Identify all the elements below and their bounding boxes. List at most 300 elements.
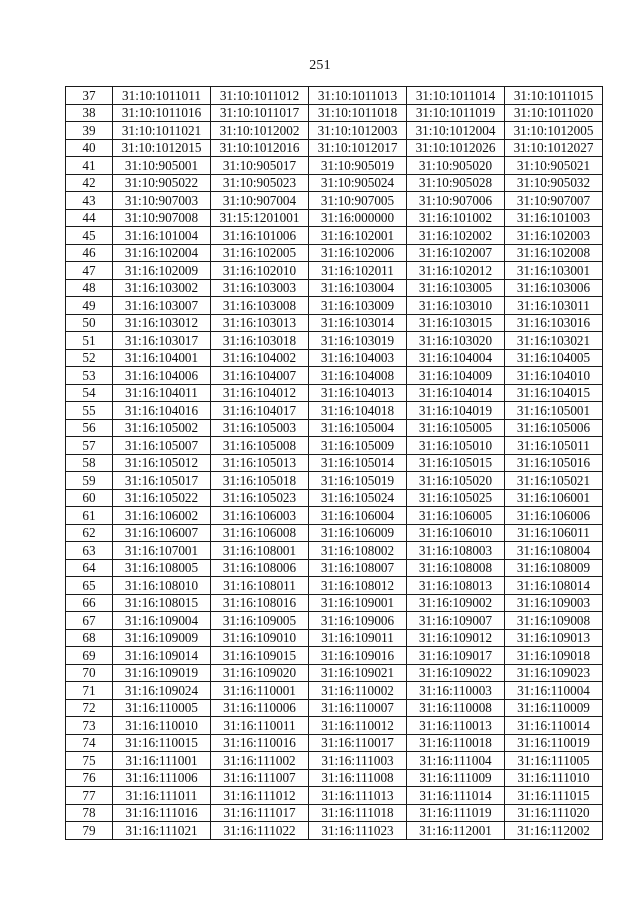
row-number-cell: 78 — [66, 804, 113, 822]
cadastral-code-cell: 31:16:111003 — [309, 752, 407, 770]
cadastral-code-cell: 31:16:104005 — [505, 349, 603, 367]
table-row — [66, 122, 603, 140]
cadastral-code-cell: 31:16:110013 — [407, 717, 505, 735]
row-number-cell: 43 — [66, 192, 113, 210]
cadastral-code-cell: 31:10:1012005 — [505, 122, 603, 140]
table-row — [66, 612, 603, 630]
row-number-cell: 39 — [66, 122, 113, 140]
cadastral-code-cell: 31:16:108009 — [505, 559, 603, 577]
cadastral-code-cell: 31:16:104008 — [309, 367, 407, 385]
cadastral-code-cell: 31:16:106006 — [505, 507, 603, 525]
cadastral-code-cell: 31:10:1011013 — [309, 87, 407, 105]
cadastral-code-cell: 31:16:102011 — [309, 262, 407, 280]
cadastral-code-cell: 31:16:106010 — [407, 524, 505, 542]
cadastral-code-cell: 31:16:105022 — [113, 489, 211, 507]
cadastral-code-cell: 31:16:109004 — [113, 612, 211, 630]
cadastral-code-cell: 31:16:105016 — [505, 454, 603, 472]
row-number-cell: 60 — [66, 489, 113, 507]
cadastral-code-cell: 31:16:102004 — [113, 244, 211, 262]
cadastral-code-cell: 31:10:1011021 — [113, 122, 211, 140]
cadastral-code-cell: 31:16:110010 — [113, 717, 211, 735]
cadastral-code-cell: 31:10:1012026 — [407, 139, 505, 157]
cadastral-code-cell: 31:10:1011017 — [211, 104, 309, 122]
row-number-cell: 53 — [66, 367, 113, 385]
cadastral-code-cell: 31:16:103004 — [309, 279, 407, 297]
row-number-cell: 38 — [66, 104, 113, 122]
row-number-cell: 72 — [66, 699, 113, 717]
cadastral-code-cell: 31:16:103008 — [211, 297, 309, 315]
cadastral-code-cell: 31:16:102009 — [113, 262, 211, 280]
cadastral-code-cell: 31:16:102010 — [211, 262, 309, 280]
cadastral-code-cell: 31:16:110003 — [407, 682, 505, 700]
table-row — [66, 174, 603, 192]
cadastral-code-cell: 31:16:104018 — [309, 402, 407, 420]
cadastral-code-cell: 31:16:108008 — [407, 559, 505, 577]
cadastral-code-cell: 31:16:105017 — [113, 472, 211, 490]
cadastral-code-cell: 31:16:109018 — [505, 647, 603, 665]
cadastral-code-cell: 31:16:110001 — [211, 682, 309, 700]
cadastral-code-cell: 31:16:103020 — [407, 332, 505, 350]
cadastral-code-cell: 31:16:111023 — [309, 822, 407, 840]
cadastral-code-cell: 31:10:905001 — [113, 157, 211, 175]
cadastral-code-cell: 31:16:110009 — [505, 699, 603, 717]
cadastral-code-cell: 31:16:109001 — [309, 594, 407, 612]
cadastral-code-cell: 31:16:105007 — [113, 437, 211, 455]
table-row — [66, 524, 603, 542]
cadastral-code-cell: 31:16:109014 — [113, 647, 211, 665]
table-row — [66, 822, 603, 840]
table-row — [66, 769, 603, 787]
page-number: 251 — [309, 58, 331, 73]
row-number-cell: 54 — [66, 384, 113, 402]
cadastral-code-cell: 31:16:102006 — [309, 244, 407, 262]
cadastral-code-cell: 31:16:103003 — [211, 279, 309, 297]
cadastral-code-cell: 31:16:103013 — [211, 314, 309, 332]
table-row — [66, 437, 603, 455]
cadastral-code-cell: 31:16:105018 — [211, 472, 309, 490]
row-number-cell: 61 — [66, 507, 113, 525]
cadastral-code-cell: 31:16:109011 — [309, 629, 407, 647]
cadastral-code-cell: 31:16:102012 — [407, 262, 505, 280]
cadastral-code-cell: 31:16:108002 — [309, 542, 407, 560]
table-row — [66, 402, 603, 420]
table-row — [66, 682, 603, 700]
cadastral-code-cell: 31:16:101006 — [211, 227, 309, 245]
cadastral-code-cell: 31:16:108001 — [211, 542, 309, 560]
table-row — [66, 577, 603, 595]
cadastral-code-cell: 31:16:110006 — [211, 699, 309, 717]
row-number-cell: 79 — [66, 822, 113, 840]
row-number-cell: 59 — [66, 472, 113, 490]
row-number-cell: 57 — [66, 437, 113, 455]
cadastral-code-cell: 31:16:105008 — [211, 437, 309, 455]
cadastral-code-cell: 31:16:104016 — [113, 402, 211, 420]
row-number-cell: 63 — [66, 542, 113, 560]
table-row — [66, 87, 603, 105]
row-number-cell: 71 — [66, 682, 113, 700]
cadastral-code-cell: 31:16:103016 — [505, 314, 603, 332]
cadastral-code-cell: 31:16:109024 — [113, 682, 211, 700]
row-number-cell: 74 — [66, 734, 113, 752]
cadastral-code-cell: 31:16:109002 — [407, 594, 505, 612]
cadastral-code-cell: 31:16:109015 — [211, 647, 309, 665]
cadastral-code-cell: 31:10:1011019 — [407, 104, 505, 122]
cadastral-code-cell: 31:10:1011014 — [407, 87, 505, 105]
cadastral-code-cell: 31:16:105010 — [407, 437, 505, 455]
cadastral-code-cell: 31:16:103019 — [309, 332, 407, 350]
table-row — [66, 489, 603, 507]
cadastral-code-cell: 31:16:106008 — [211, 524, 309, 542]
cadastral-code-cell: 31:16:111008 — [309, 769, 407, 787]
row-number-cell: 50 — [66, 314, 113, 332]
cadastral-code-cell: 31:16:108014 — [505, 577, 603, 595]
cadastral-code-cell: 31:16:101002 — [407, 209, 505, 227]
row-number-cell: 56 — [66, 419, 113, 437]
cadastral-code-cell: 31:16:110016 — [211, 734, 309, 752]
table-row — [66, 139, 603, 157]
cadastral-code-cell: 31:16:104014 — [407, 384, 505, 402]
cadastral-code-cell: 31:16:103010 — [407, 297, 505, 315]
cadastral-code-cell: 31:16:107001 — [113, 542, 211, 560]
cadastral-code-cell: 31:16:103011 — [505, 297, 603, 315]
cadastral-code-cell: 31:10:905022 — [113, 174, 211, 192]
row-number-cell: 68 — [66, 629, 113, 647]
cadastral-code-cell: 31:16:108005 — [113, 559, 211, 577]
row-number-cell: 62 — [66, 524, 113, 542]
row-number-cell: 55 — [66, 402, 113, 420]
cadastral-code-cell: 31:16:102003 — [505, 227, 603, 245]
cadastral-code-cell: 31:16:104010 — [505, 367, 603, 385]
cadastral-code-cell: 31:16:103009 — [309, 297, 407, 315]
cadastral-code-cell: 31:10:905032 — [505, 174, 603, 192]
cadastral-code-cell: 31:16:103015 — [407, 314, 505, 332]
table-row — [66, 384, 603, 402]
cadastral-code-cell: 31:16:110011 — [211, 717, 309, 735]
row-number-cell: 65 — [66, 577, 113, 595]
cadastral-code-cell: 31:16:110004 — [505, 682, 603, 700]
cadastral-code-cell: 31:16:111011 — [113, 787, 211, 805]
cadastral-code-cell: 31:16:105011 — [505, 437, 603, 455]
row-number-cell: 44 — [66, 209, 113, 227]
table-row — [66, 752, 603, 770]
cadastral-code-cell: 31:16:104003 — [309, 349, 407, 367]
cadastral-code-cell: 31:16:109021 — [309, 664, 407, 682]
cadastral-code-cell: 31:16:111017 — [211, 804, 309, 822]
cadastral-code-cell: 31:16:104007 — [211, 367, 309, 385]
row-number-cell: 46 — [66, 244, 113, 262]
cadastral-code-cell: 31:16:109006 — [309, 612, 407, 630]
row-number-cell: 45 — [66, 227, 113, 245]
cadastral-code-cell: 31:16:105014 — [309, 454, 407, 472]
cadastral-code-cell: 31:16:112001 — [407, 822, 505, 840]
table-row — [66, 367, 603, 385]
row-number-cell: 42 — [66, 174, 113, 192]
cadastral-code-cell: 31:16:108016 — [211, 594, 309, 612]
row-number-cell: 47 — [66, 262, 113, 280]
cadastral-code-cell: 31:16:111014 — [407, 787, 505, 805]
cadastral-code-cell: 31:16:105001 — [505, 402, 603, 420]
cadastral-code-cell: 31:10:1011016 — [113, 104, 211, 122]
cadastral-code-cell: 31:16:111006 — [113, 769, 211, 787]
cadastral-code-cell: 31:16:105019 — [309, 472, 407, 490]
cadastral-code-cell: 31:16:106002 — [113, 507, 211, 525]
table-row — [66, 542, 603, 560]
cadastral-code-cell: 31:10:1011012 — [211, 87, 309, 105]
row-number-cell: 70 — [66, 664, 113, 682]
cadastral-code-cell: 31:16:104017 — [211, 402, 309, 420]
cadastral-code-cell: 31:16:109003 — [505, 594, 603, 612]
cadastral-code-cell: 31:16:109016 — [309, 647, 407, 665]
table-row — [66, 419, 603, 437]
row-number-cell: 58 — [66, 454, 113, 472]
table-row — [66, 699, 603, 717]
table-row — [66, 454, 603, 472]
cadastral-code-cell: 31:16:111001 — [113, 752, 211, 770]
table-row — [66, 507, 603, 525]
cadastral-code-cell: 31:16:105004 — [309, 419, 407, 437]
cadastral-code-cell: 31:10:907007 — [505, 192, 603, 210]
table-row — [66, 559, 603, 577]
cadastral-code-cell: 31:10:1012016 — [211, 139, 309, 157]
cadastral-code-cell: 31:10:905019 — [309, 157, 407, 175]
cadastral-code-cell: 31:16:108007 — [309, 559, 407, 577]
cadastral-code-cell: 31:16:108011 — [211, 577, 309, 595]
cadastral-code-cell: 31:16:103014 — [309, 314, 407, 332]
cadastral-code-cell: 31:16:105013 — [211, 454, 309, 472]
cadastral-code-cell: 31:16:110008 — [407, 699, 505, 717]
cadastral-code-cell: 31:16:105009 — [309, 437, 407, 455]
cadastral-code-cell: 31:16:104013 — [309, 384, 407, 402]
cadastral-codes-table — [65, 86, 603, 840]
cadastral-code-cell: 31:16:111020 — [505, 804, 603, 822]
cadastral-code-cell: 31:16:108010 — [113, 577, 211, 595]
cadastral-code-cell: 31:10:1012003 — [309, 122, 407, 140]
cadastral-code-cell: 31:16:108004 — [505, 542, 603, 560]
cadastral-code-cell: 31:16:106001 — [505, 489, 603, 507]
cadastral-code-cell: 31:16:104004 — [407, 349, 505, 367]
cadastral-code-cell: 31:16:110005 — [113, 699, 211, 717]
table-row — [66, 192, 603, 210]
table-row — [66, 349, 603, 367]
cadastral-code-cell: 31:16:109019 — [113, 664, 211, 682]
cadastral-code-cell: 31:16:111010 — [505, 769, 603, 787]
cadastral-code-cell: 31:16:104011 — [113, 384, 211, 402]
row-number-cell: 37 — [66, 87, 113, 105]
cadastral-code-cell: 31:16:109013 — [505, 629, 603, 647]
table-row — [66, 717, 603, 735]
table-row — [66, 647, 603, 665]
cadastral-code-cell: 31:16:109010 — [211, 629, 309, 647]
cadastral-code-cell: 31:16:110007 — [309, 699, 407, 717]
cadastral-code-cell: 31:16:106005 — [407, 507, 505, 525]
cadastral-code-cell: 31:16:111004 — [407, 752, 505, 770]
cadastral-code-cell: 31:16:108015 — [113, 594, 211, 612]
cadastral-code-cell: 31:16:108012 — [309, 577, 407, 595]
row-number-cell: 67 — [66, 612, 113, 630]
row-number-cell: 69 — [66, 647, 113, 665]
cadastral-code-cell: 31:16:106009 — [309, 524, 407, 542]
cadastral-code-cell: 31:10:1012015 — [113, 139, 211, 157]
cadastral-code-cell: 31:16:103006 — [505, 279, 603, 297]
cadastral-code-cell: 31:10:907006 — [407, 192, 505, 210]
row-number-cell: 77 — [66, 787, 113, 805]
cadastral-code-cell: 31:16:101003 — [505, 209, 603, 227]
cadastral-code-cell: 31:16:110012 — [309, 717, 407, 735]
table-row — [66, 227, 603, 245]
table-body — [66, 87, 603, 840]
table-row — [66, 244, 603, 262]
cadastral-code-cell: 31:16:111007 — [211, 769, 309, 787]
cadastral-code-cell: 31:10:907004 — [211, 192, 309, 210]
cadastral-code-cell: 31:16:106003 — [211, 507, 309, 525]
cadastral-code-cell: 31:16:109017 — [407, 647, 505, 665]
cadastral-code-cell: 31:16:109023 — [505, 664, 603, 682]
cadastral-code-cell: 31:16:000000 — [309, 209, 407, 227]
cadastral-code-cell: 31:16:111021 — [113, 822, 211, 840]
cadastral-code-cell: 31:16:110015 — [113, 734, 211, 752]
cadastral-code-cell: 31:10:905021 — [505, 157, 603, 175]
cadastral-code-cell: 31:16:105012 — [113, 454, 211, 472]
cadastral-code-cell: 31:10:905017 — [211, 157, 309, 175]
cadastral-code-cell: 31:16:109005 — [211, 612, 309, 630]
table-row — [66, 629, 603, 647]
cadastral-code-cell: 31:16:110018 — [407, 734, 505, 752]
cadastral-code-cell: 31:16:111015 — [505, 787, 603, 805]
cadastral-code-cell: 31:16:105025 — [407, 489, 505, 507]
cadastral-code-cell: 31:10:1011018 — [309, 104, 407, 122]
table-row — [66, 314, 603, 332]
row-number-cell: 49 — [66, 297, 113, 315]
cadastral-code-cell: 31:16:109012 — [407, 629, 505, 647]
cadastral-code-cell: 31:16:102008 — [505, 244, 603, 262]
cadastral-code-cell: 31:16:110019 — [505, 734, 603, 752]
row-number-cell: 40 — [66, 139, 113, 157]
cadastral-code-cell: 31:10:1012002 — [211, 122, 309, 140]
cadastral-code-cell: 31:16:102005 — [211, 244, 309, 262]
cadastral-code-cell: 31:10:907005 — [309, 192, 407, 210]
cadastral-code-cell: 31:16:105015 — [407, 454, 505, 472]
table-row — [66, 209, 603, 227]
cadastral-code-cell: 31:16:101004 — [113, 227, 211, 245]
cadastral-code-cell: 31:16:111012 — [211, 787, 309, 805]
cadastral-code-cell: 31:16:104002 — [211, 349, 309, 367]
table-row — [66, 297, 603, 315]
cadastral-code-cell: 31:10:1012017 — [309, 139, 407, 157]
cadastral-code-cell: 31:16:105005 — [407, 419, 505, 437]
cadastral-code-cell: 31:10:905028 — [407, 174, 505, 192]
cadastral-code-cell: 31:10:905023 — [211, 174, 309, 192]
row-number-cell: 64 — [66, 559, 113, 577]
cadastral-code-cell: 31:16:111016 — [113, 804, 211, 822]
table-row — [66, 157, 603, 175]
cadastral-code-cell: 31:10:1011020 — [505, 104, 603, 122]
cadastral-code-cell: 31:16:111005 — [505, 752, 603, 770]
cadastral-code-cell: 31:16:104019 — [407, 402, 505, 420]
cadastral-code-cell: 31:16:103017 — [113, 332, 211, 350]
table-row — [66, 594, 603, 612]
cadastral-code-cell: 31:16:111002 — [211, 752, 309, 770]
table-row — [66, 104, 603, 122]
cadastral-code-cell: 31:16:105002 — [113, 419, 211, 437]
cadastral-code-cell: 31:16:110002 — [309, 682, 407, 700]
cadastral-code-cell: 31:16:112002 — [505, 822, 603, 840]
cadastral-code-cell: 31:16:109022 — [407, 664, 505, 682]
cadastral-code-cell: 31:16:102002 — [407, 227, 505, 245]
cadastral-code-cell: 31:16:105024 — [309, 489, 407, 507]
cadastral-code-cell: 31:16:103021 — [505, 332, 603, 350]
cadastral-code-cell: 31:16:110017 — [309, 734, 407, 752]
cadastral-code-cell: 31:16:111013 — [309, 787, 407, 805]
cadastral-code-cell: 31:16:110014 — [505, 717, 603, 735]
table-row — [66, 279, 603, 297]
cadastral-code-cell: 31:16:105020 — [407, 472, 505, 490]
cadastral-code-cell: 31:16:103018 — [211, 332, 309, 350]
cadastral-code-cell: 31:16:104015 — [505, 384, 603, 402]
cadastral-code-cell: 31:16:103012 — [113, 314, 211, 332]
table-row — [66, 472, 603, 490]
cadastral-code-cell: 31:10:1011015 — [505, 87, 603, 105]
table-row — [66, 262, 603, 280]
cadastral-code-cell: 31:16:104006 — [113, 367, 211, 385]
cadastral-code-cell: 31:16:102007 — [407, 244, 505, 262]
cadastral-code-cell: 31:16:111018 — [309, 804, 407, 822]
cadastral-code-cell: 31:16:103002 — [113, 279, 211, 297]
cadastral-code-cell: 31:16:106007 — [113, 524, 211, 542]
cadastral-code-cell: 31:15:1201001 — [211, 209, 309, 227]
cadastral-code-cell: 31:10:907008 — [113, 209, 211, 227]
table-row — [66, 332, 603, 350]
row-number-cell: 52 — [66, 349, 113, 367]
row-number-cell: 51 — [66, 332, 113, 350]
row-number-cell: 76 — [66, 769, 113, 787]
row-number-cell: 75 — [66, 752, 113, 770]
cadastral-code-cell: 31:16:109007 — [407, 612, 505, 630]
cadastral-code-cell: 31:16:105006 — [505, 419, 603, 437]
table-row — [66, 804, 603, 822]
table-row — [66, 664, 603, 682]
cadastral-code-cell: 31:16:109020 — [211, 664, 309, 682]
cadastral-code-cell: 31:16:109009 — [113, 629, 211, 647]
cadastral-code-cell: 31:16:105023 — [211, 489, 309, 507]
row-number-cell: 48 — [66, 279, 113, 297]
cadastral-code-cell: 31:10:1012004 — [407, 122, 505, 140]
cadastral-code-cell: 31:16:106011 — [505, 524, 603, 542]
table-row — [66, 787, 603, 805]
table-row — [66, 734, 603, 752]
cadastral-code-cell: 31:16:104009 — [407, 367, 505, 385]
cadastral-code-cell: 31:16:104012 — [211, 384, 309, 402]
cadastral-code-cell: 31:16:111009 — [407, 769, 505, 787]
cadastral-code-cell: 31:16:108013 — [407, 577, 505, 595]
cadastral-code-cell: 31:16:108006 — [211, 559, 309, 577]
cadastral-code-cell: 31:16:109008 — [505, 612, 603, 630]
cadastral-code-cell: 31:16:103005 — [407, 279, 505, 297]
cadastral-code-cell: 31:16:111022 — [211, 822, 309, 840]
cadastral-code-cell: 31:16:105003 — [211, 419, 309, 437]
cadastral-code-cell: 31:16:104001 — [113, 349, 211, 367]
cadastral-code-cell: 31:16:103007 — [113, 297, 211, 315]
row-number-cell: 41 — [66, 157, 113, 175]
cadastral-code-cell: 31:16:111019 — [407, 804, 505, 822]
cadastral-code-cell: 31:10:905020 — [407, 157, 505, 175]
row-number-cell: 73 — [66, 717, 113, 735]
cadastral-code-cell: 31:10:1011011 — [113, 87, 211, 105]
cadastral-code-cell: 31:16:108003 — [407, 542, 505, 560]
cadastral-code-cell: 31:10:905024 — [309, 174, 407, 192]
row-number-cell: 66 — [66, 594, 113, 612]
cadastral-code-cell: 31:10:1012027 — [505, 139, 603, 157]
cadastral-code-cell: 31:16:102001 — [309, 227, 407, 245]
